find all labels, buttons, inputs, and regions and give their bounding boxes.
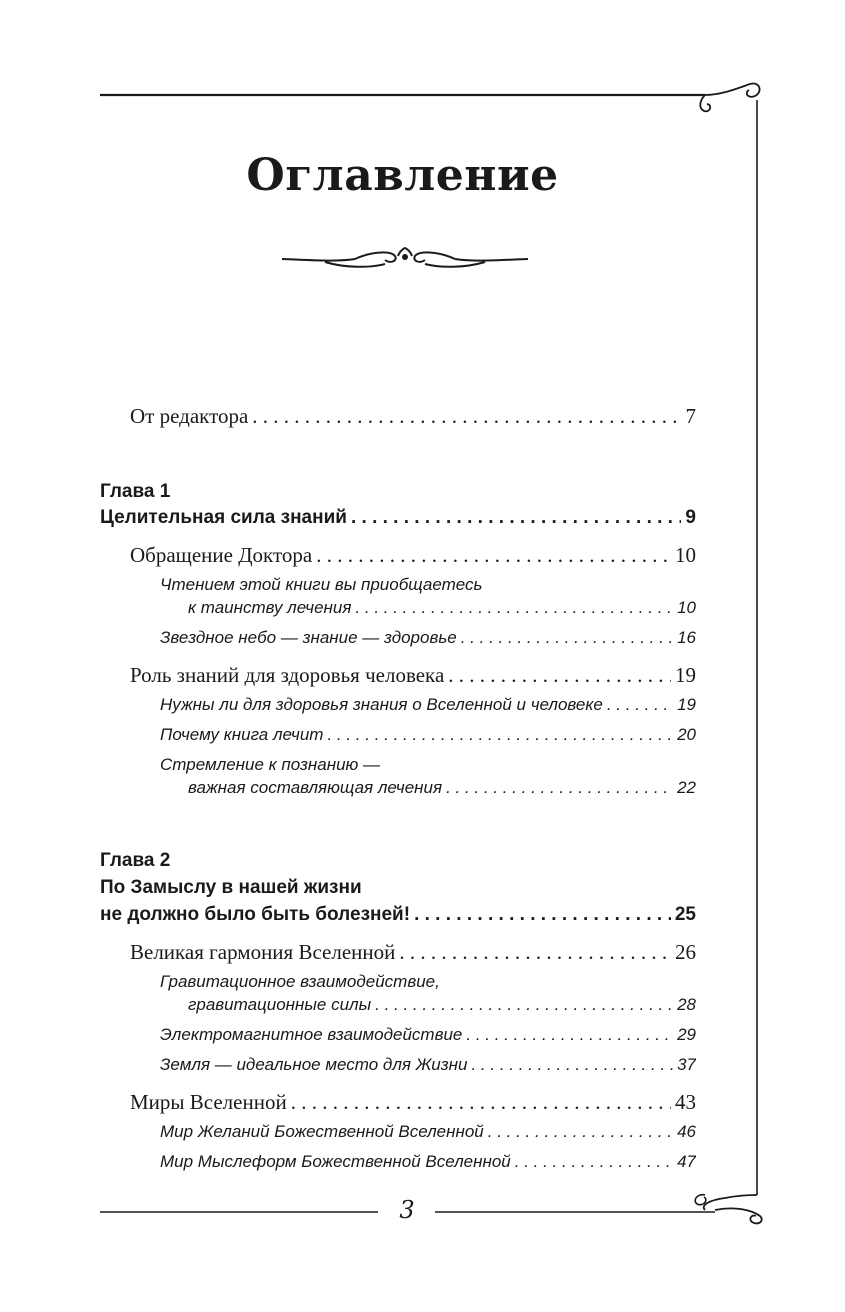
toc-entry-1-2-c[interactable]: важная составляющая лечения . . . 22 <box>188 778 696 798</box>
toc-entry-2-1-c[interactable]: Земля — идеальное место для Жизни . . . 37 <box>160 1055 696 1075</box>
toc-entry-2-1-b[interactable]: Электромагнитное взаимодействие . . . 29 <box>160 1025 696 1045</box>
toc-entry-1-2-a[interactable]: Нужны ли для здоровья знания о Вселенной и человеке . . . 19 <box>160 695 696 715</box>
ornament-icon <box>280 242 530 272</box>
page-title: Оглавление <box>246 150 559 201</box>
toc-entry-chapter-2[interactable]: не должно было быть болезней! . . . 25 <box>100 904 696 926</box>
toc-entry-1-2-b[interactable]: Почему книга лечит . . . 20 <box>160 725 696 745</box>
toc-entry-2-2-b[interactable]: Мир Мыслеформ Божественной Вселенной . . . 47 <box>160 1152 696 1172</box>
toc-entry-2-2-a[interactable]: Мир Желаний Божественной Вселенной . . . 46 <box>160 1122 696 1142</box>
toc-entry-2-1-a[interactable]: гравитационные силы . . . 28 <box>188 995 696 1015</box>
page-number: 3 <box>399 1196 415 1224</box>
toc-entry-2-2[interactable]: Миры Вселенной . . . 43 <box>130 1090 696 1115</box>
toc-entry-1-1-a[interactable]: к таинству лечения . . . 10 <box>188 598 696 618</box>
toc-entry-1-1-b[interactable]: Звездное небо — знание — здоровье . . . 16 <box>160 628 696 648</box>
toc-entry-preface[interactable]: От редактора . . . 7 <box>130 404 696 429</box>
toc-entry-1-2-c-line1: Стремление к познанию — <box>160 755 381 774</box>
chapter-1-label: Глава 1 <box>100 481 171 502</box>
toc-entry-1-2[interactable]: Роль знаний для здоровья человека . . . 19 <box>130 663 696 688</box>
chapter-2-title-line1: По Замыслу в нашей жизни <box>100 877 362 898</box>
toc-entry-1-1[interactable]: Обращение Доктора . . . 10 <box>130 543 696 568</box>
toc-entry-2-1-a-line1: Гравитационное взаимодействие, <box>160 972 440 991</box>
toc-entry-1-1-a-line1: Чтением этой книги вы приобщаетесь <box>160 575 483 594</box>
toc-entry-2-1[interactable]: Великая гармония Вселенной . . . 26 <box>130 940 696 965</box>
chapter-2-label: Глава 2 <box>100 850 171 871</box>
toc-entry-chapter-1[interactable]: Целительная сила знаний . . . 9 <box>100 507 696 529</box>
